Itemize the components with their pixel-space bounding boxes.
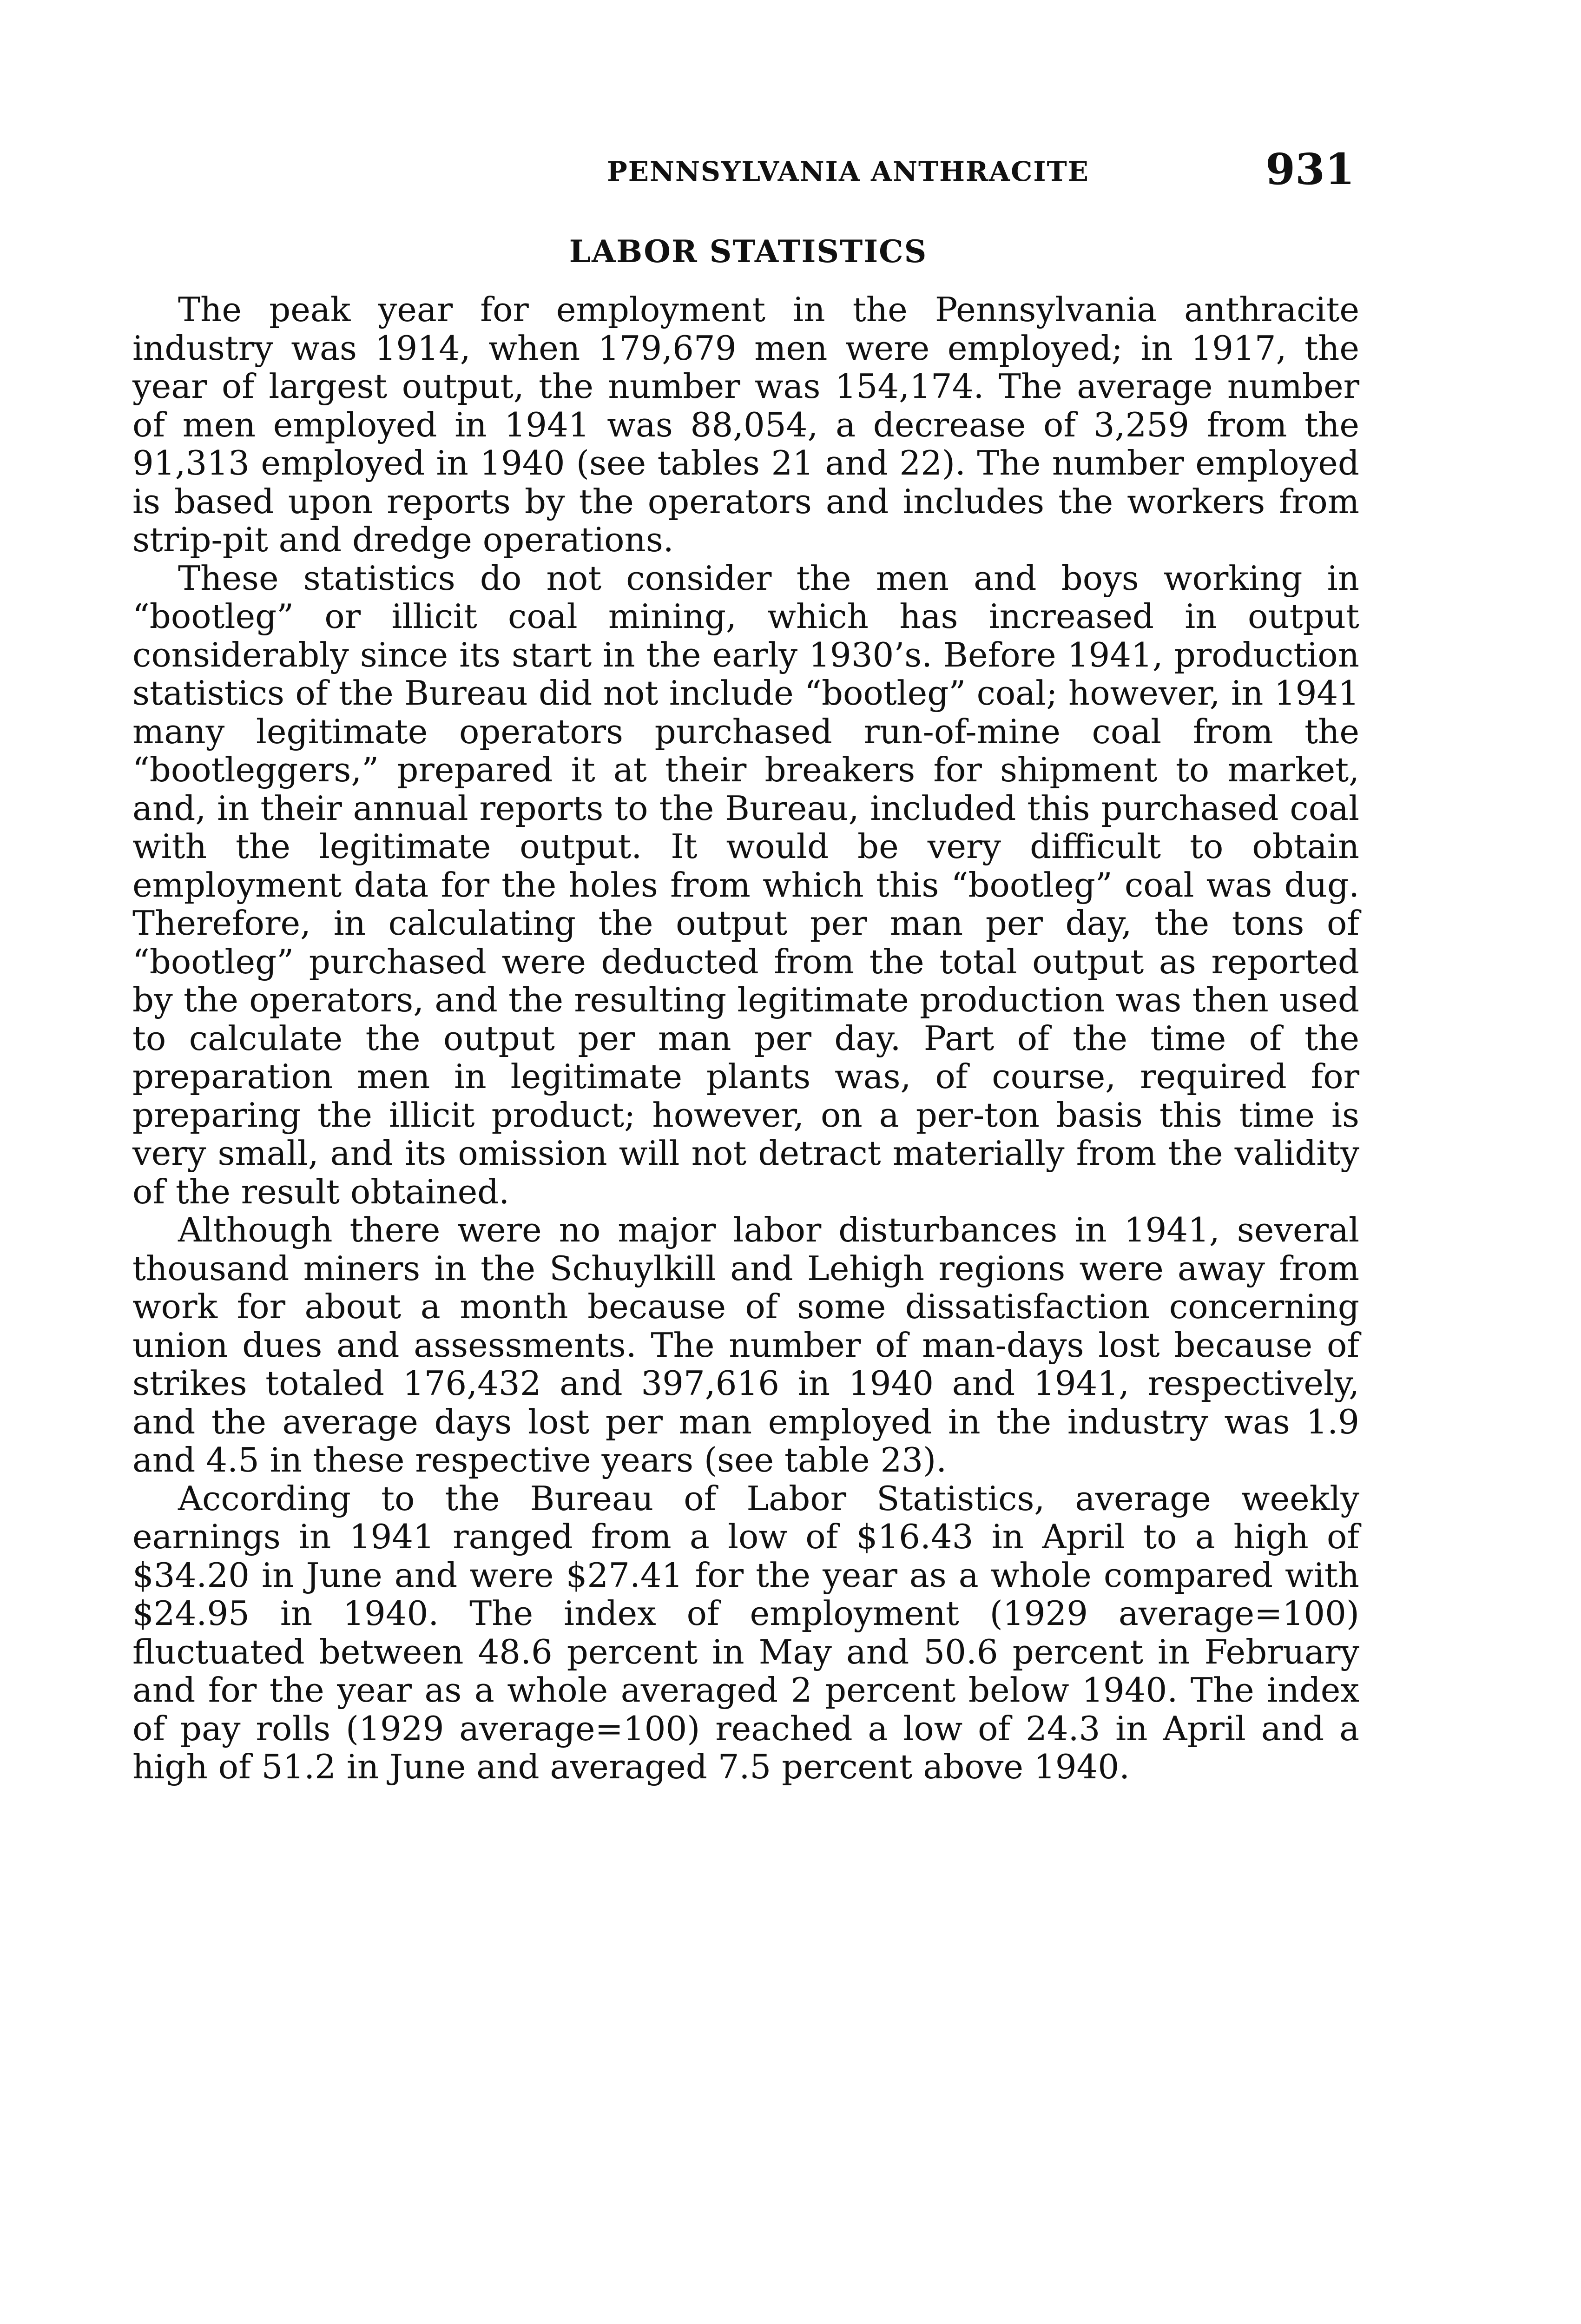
paragraph-labor-disturbances: Although there were no major labor disturbances in 1941, several thousand miners in the Schuylkill and Lehigh regions were away from work for about a month because of some dissatisfaction concerning union dues and assessments. The number of man-days lost because of strikes totaled 176,432 and 397,616 in 1940 and 1941, respectively, and the average days lost per man employed in the industry was 1.9 and 4.5 in these respective years (see table 23).	[132, 1210, 1359, 1479]
paragraph-earnings: According to the Bureau of Labor Statistics, average weekly earnings in 1941 ranged from a low of $16.43 in April to a high of $34.20 in June and were $27.41 for the year as a whole compared with $24.95 in 1940. The index of employment (1929 average=100) fluctuated between 48.6 percent in May and 50.6 percent in February and for the year as a whole averaged 2 percent below 1940. The index of pay rolls (1929 average=100) reached a low of 24.3 in April and a high of 51.2 in June and averaged 7.5 percent above 1940.	[132, 1479, 1359, 1786]
section-title: LABOR STATISTICS	[569, 233, 928, 270]
paragraph-bootleg-coal: These statistics do not consider the men and boys working in “bootleg” or illicit coal mining, which has increased in output considerably since its start in the early 1930’s. Before 1941, production statistics of the Bureau did not include “bootleg” coal; however, in 1941 many legitimate operators purchased run-of-mine coal from the “bootleggers,” prepared it at their breakers for shipment to market, and, in their annual reports to the Bureau, included this purchased coal with the legitimate output. It would be very difficult to obtain employment data for the holes from which this “bootleg” coal was dug. Therefore, in calculating the output per man per day, the tons of “bootleg” purchased were deducted from the total output as reported by the operators, and the resulting legitimate production was then used to calculate the output per man per day. Part of the time of the preparation men in legitimate plants was, of course, required for preparing the illicit product; however, on a per-ton basis this time is very small, and its omission will not detract materially from the validity of the result obtained.	[132, 558, 1359, 1211]
page-number: 931	[1265, 144, 1355, 194]
body-text	[132, 290, 1359, 1786]
paragraph-employment: The peak year for employment in the Pennsylvania anthracite industry was 1914, when 179,679 men were employed; in 1917, the year of largest output, the number was 154,174. The average number of men employed in 1941 was 88,054, a decrease of 3,259 from the 91,313 employed in 1940 (see tables 21 and 22). The number employed is based upon reports by the operators and includes the workers from strip-pit and dredge operations.	[132, 290, 1359, 559]
running-head: PENNSYLVANIA ANTHRACITE	[607, 156, 1089, 187]
